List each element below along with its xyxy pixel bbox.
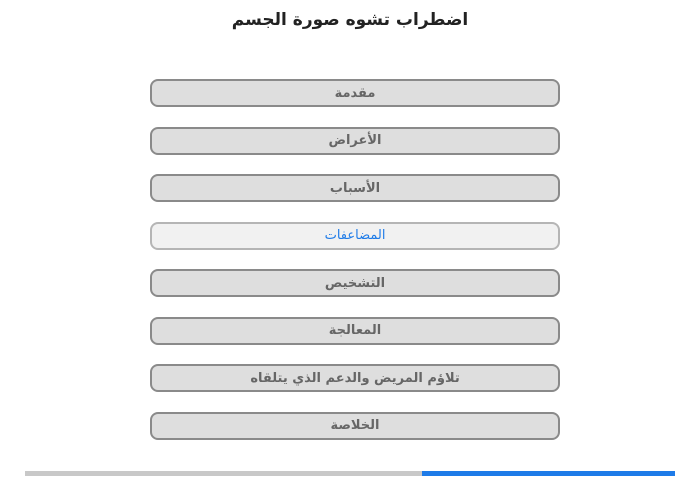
menu-item-symptoms[interactable]: الأعراض [150,127,560,155]
menu-item-diagnosis[interactable]: التشخيص [150,269,560,297]
menu-item-summary[interactable]: الخلاصة [150,412,560,440]
progress-bar-fill [422,471,676,476]
menu-item-causes[interactable]: الأسباب [150,174,560,202]
menu-item-introduction[interactable]: مقدمة [150,79,560,107]
menu-item-complications[interactable]: المضاعفات [150,222,560,250]
menu-item-coping-support[interactable]: تلاؤم المريض والدعم الذي يتلقاه [150,364,560,392]
chapter-menu [150,79,560,459]
progress-bar [25,471,675,476]
page-title: اضطراب تشوه صورة الجسم [231,10,469,30]
menu-item-treatment[interactable]: المعالجة [150,317,560,345]
